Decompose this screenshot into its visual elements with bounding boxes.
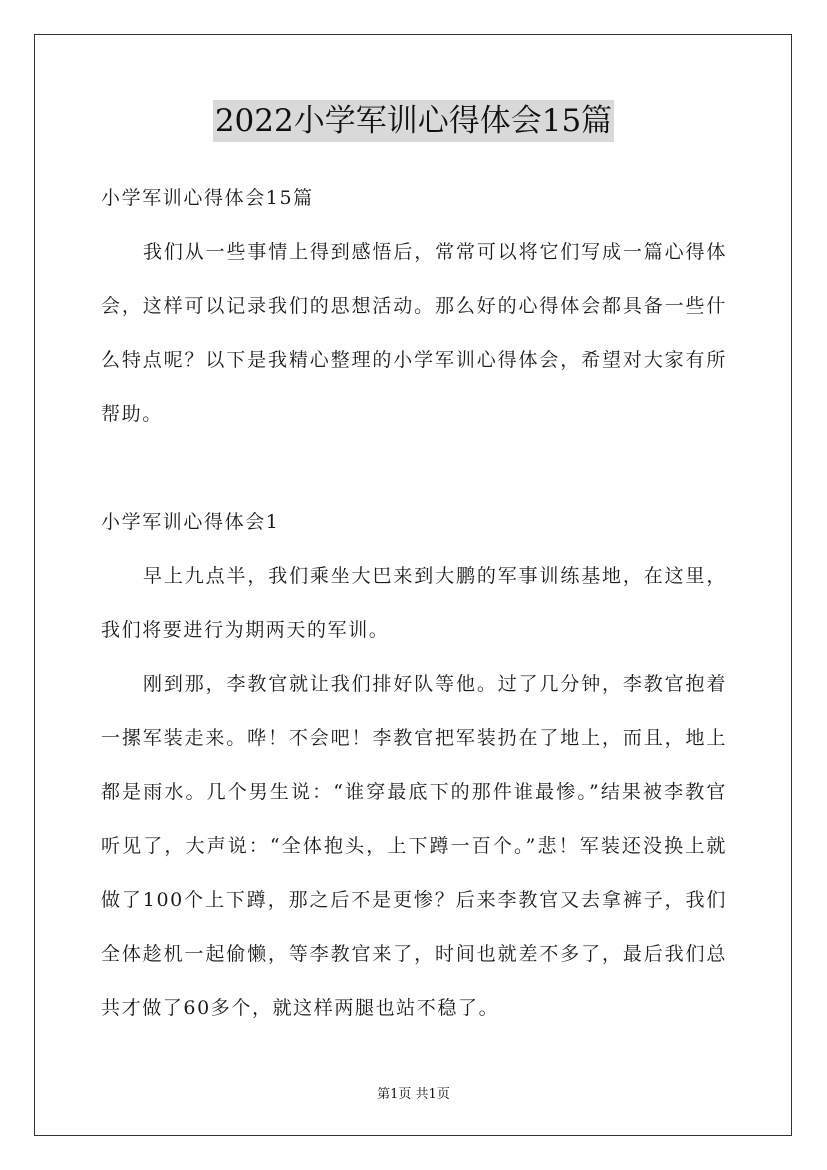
section-heading: 小学军训心得体会1 [101,511,280,533]
body-paragraph: 刚到那，李教官就让我们排好队等他。过了几分钟，李教官抱着一摞军装走来。哗！不会吧！李教官把军装扔在了地上，而且，地上都是雨水。几个男生说：“谁穿最底下的那件谁最惨。”结果被李教官听见了，大声说：“全体抱头，上下蹲一百个。”悲！军装还没换上就做了100个上下蹲，那之后不是更惨？后来李教官又去拿裤子，我们全体趁机一起偷懒，等李教官来了，时间也就差不多了，最后我们总共才做了60多个，就这样两腿也站不稳了。 [101,673,727,1019]
body-paragraph: 早上九点半，我们乘坐大巴来到大鹏的军事训练基地，在这里，我们将要进行为期两天的军训。 [101,565,727,641]
spacer [101,441,727,495]
intro-paragraph: 我们从一些事情上得到感悟后，常常可以将它们写成一篇心得体会，这样可以记录我们的思想活动。那么好的心得体会都具备一些什么特点呢？以下是我精心整理的小学军训心得体会，希望对大家有所帮助。 [101,241,727,425]
document-title: 2022小学军训心得体会15篇 [213,100,614,142]
document-subtitle: 小学军训心得体会15篇 [101,187,314,209]
page-number: 第1页 共1页 [377,1087,450,1102]
document-body [101,171,727,1035]
page-footer [0,1083,827,1102]
title-container [0,100,827,142]
